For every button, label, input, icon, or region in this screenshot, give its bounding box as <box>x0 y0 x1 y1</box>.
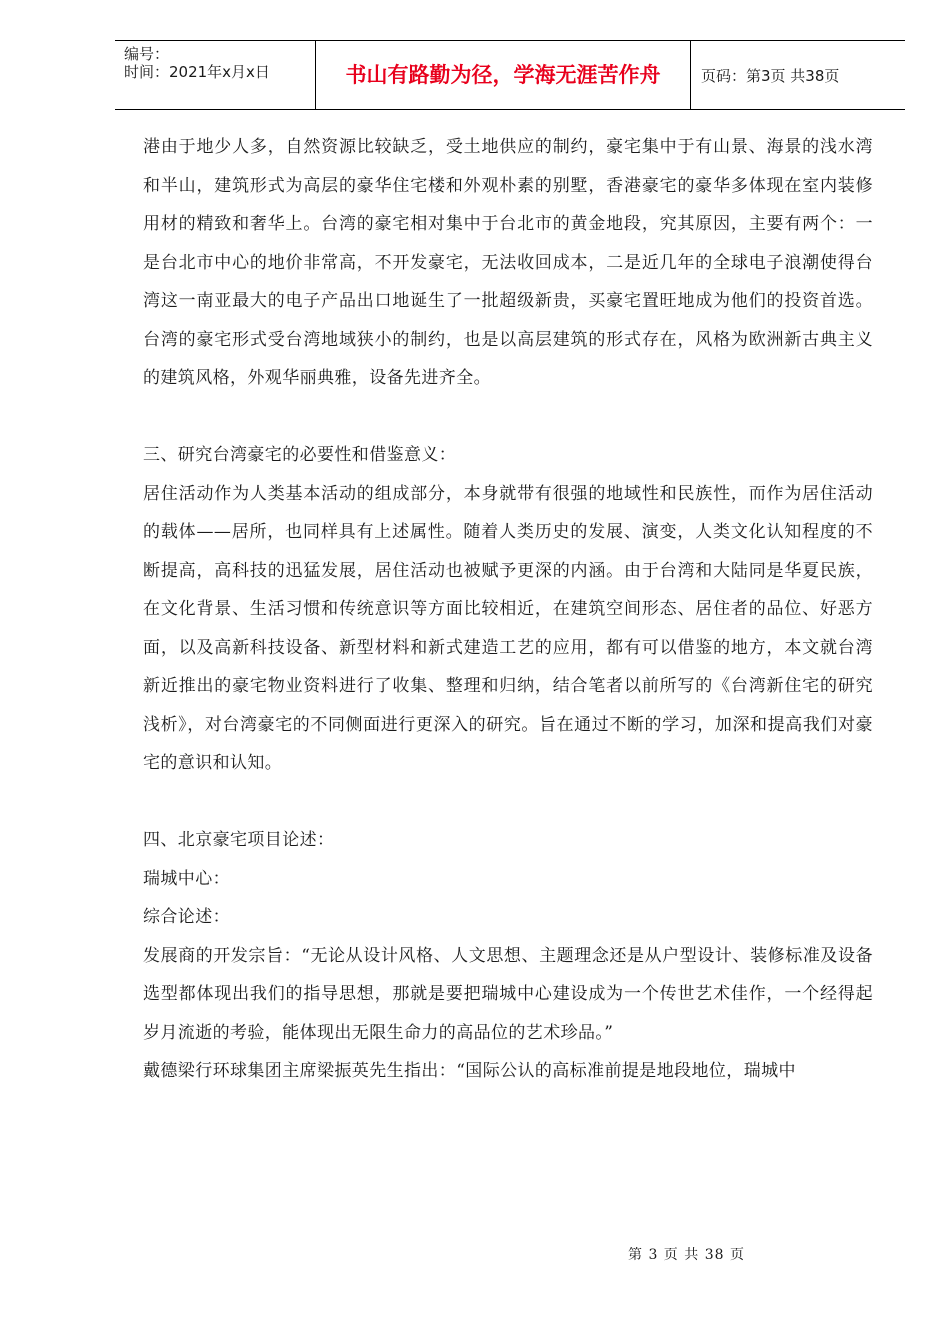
header-meta-cell <box>115 41 316 109</box>
paragraph-gap <box>143 398 873 437</box>
subheading: 综合论述： <box>143 907 230 927</box>
paragraph-gap <box>143 783 873 822</box>
header-page-code: 页码：第3页 共38页 <box>701 67 840 85</box>
body-paragraph: 港由于地少人多，自然资源比较缺乏，受土地供应的制约，豪宅集中于有山景、海景的浅水湾和半山，建筑形式为高层的豪华住宅楼和外观朴素的别墅，香港豪宅的豪华多体现在室内装修用材的精致和奢华上。台湾的豪宅相对集中于台北市的黄金地段，究其原因，主要有两个：一是台北市中心的地价非常高，不开发豪宅，无法收回成本，二是近几年的全球电子浪潮使得台湾这一南亚最大的电子产品出口地诞生了一批超级新贵，买豪宅置旺地成为他们的投资首选。台湾的豪宅形式受台湾地域狭小的制约，也是以高层建筑的形式存在，风格为欧洲新古典主义的建筑风格，外观华丽典雅，设备先进齐全。 <box>143 137 873 388</box>
page-header <box>115 40 905 110</box>
header-motto-cell <box>316 41 691 109</box>
document-body <box>143 128 873 1091</box>
header-motto: 书山有路勤为径，学海无涯苦作舟 <box>345 63 661 87</box>
document-time-label: 时间：2021年x月x日 <box>124 63 270 81</box>
body-paragraph: 发展商的开发宗旨：“无论从设计风格、人文思想、主题理念还是从户型设计、装修标准及设备选型都体现出我们的指导思想，那就是要把瑞城中心建设成为一个传世艺术佳作，一个经得起岁月流逝的考验，能体现出无限生命力的高品位的艺术珍品。” <box>143 945 873 1043</box>
subheading: 瑞城中心： <box>143 868 230 889</box>
section-heading: 四、北京豪宅项目论述： <box>143 830 335 850</box>
document-number-label: 编号： <box>124 45 170 63</box>
page-footer: 第 3 页 共 38 页 <box>628 1247 745 1263</box>
header-page-cell <box>691 41 905 109</box>
section-heading: 三、研究台湾豪宅的必要性和借鉴意义： <box>143 445 457 465</box>
body-paragraph: 居住活动作为人类基本活动的组成部分，本身就带有很强的地域性和民族性，而作为居住活动的载体——居所，也同样具有上述属性。随着人类历史的发展、演变，人类文化认知程度的不断提高，高科技的迅猛发展，居住活动也被赋予更深的内涵。由于台湾和大陆同是华夏民族，在文化背景、生活习惯和传统意识等方面比较相近，在建筑空间形态、居住者的品位、好恶方面，以及高新科技设备、新型材料和新式建造工艺的应用，都有可以借鉴的地方，本文就台湾新近推出的豪宅物业资料进行了收集、整理和归纳，结合笔者以前所写的《台湾新住宅的研究浅析》，对台湾豪宅的不同侧面进行更深入的研究。旨在通过不断的学习，加深和提高我们对豪宅的意识和认知。 <box>143 483 873 773</box>
body-paragraph: 戴德梁行环球集团主席梁振英先生指出：“国际公认的高标准前提是地段地位，瑞城中 <box>143 1061 796 1081</box>
